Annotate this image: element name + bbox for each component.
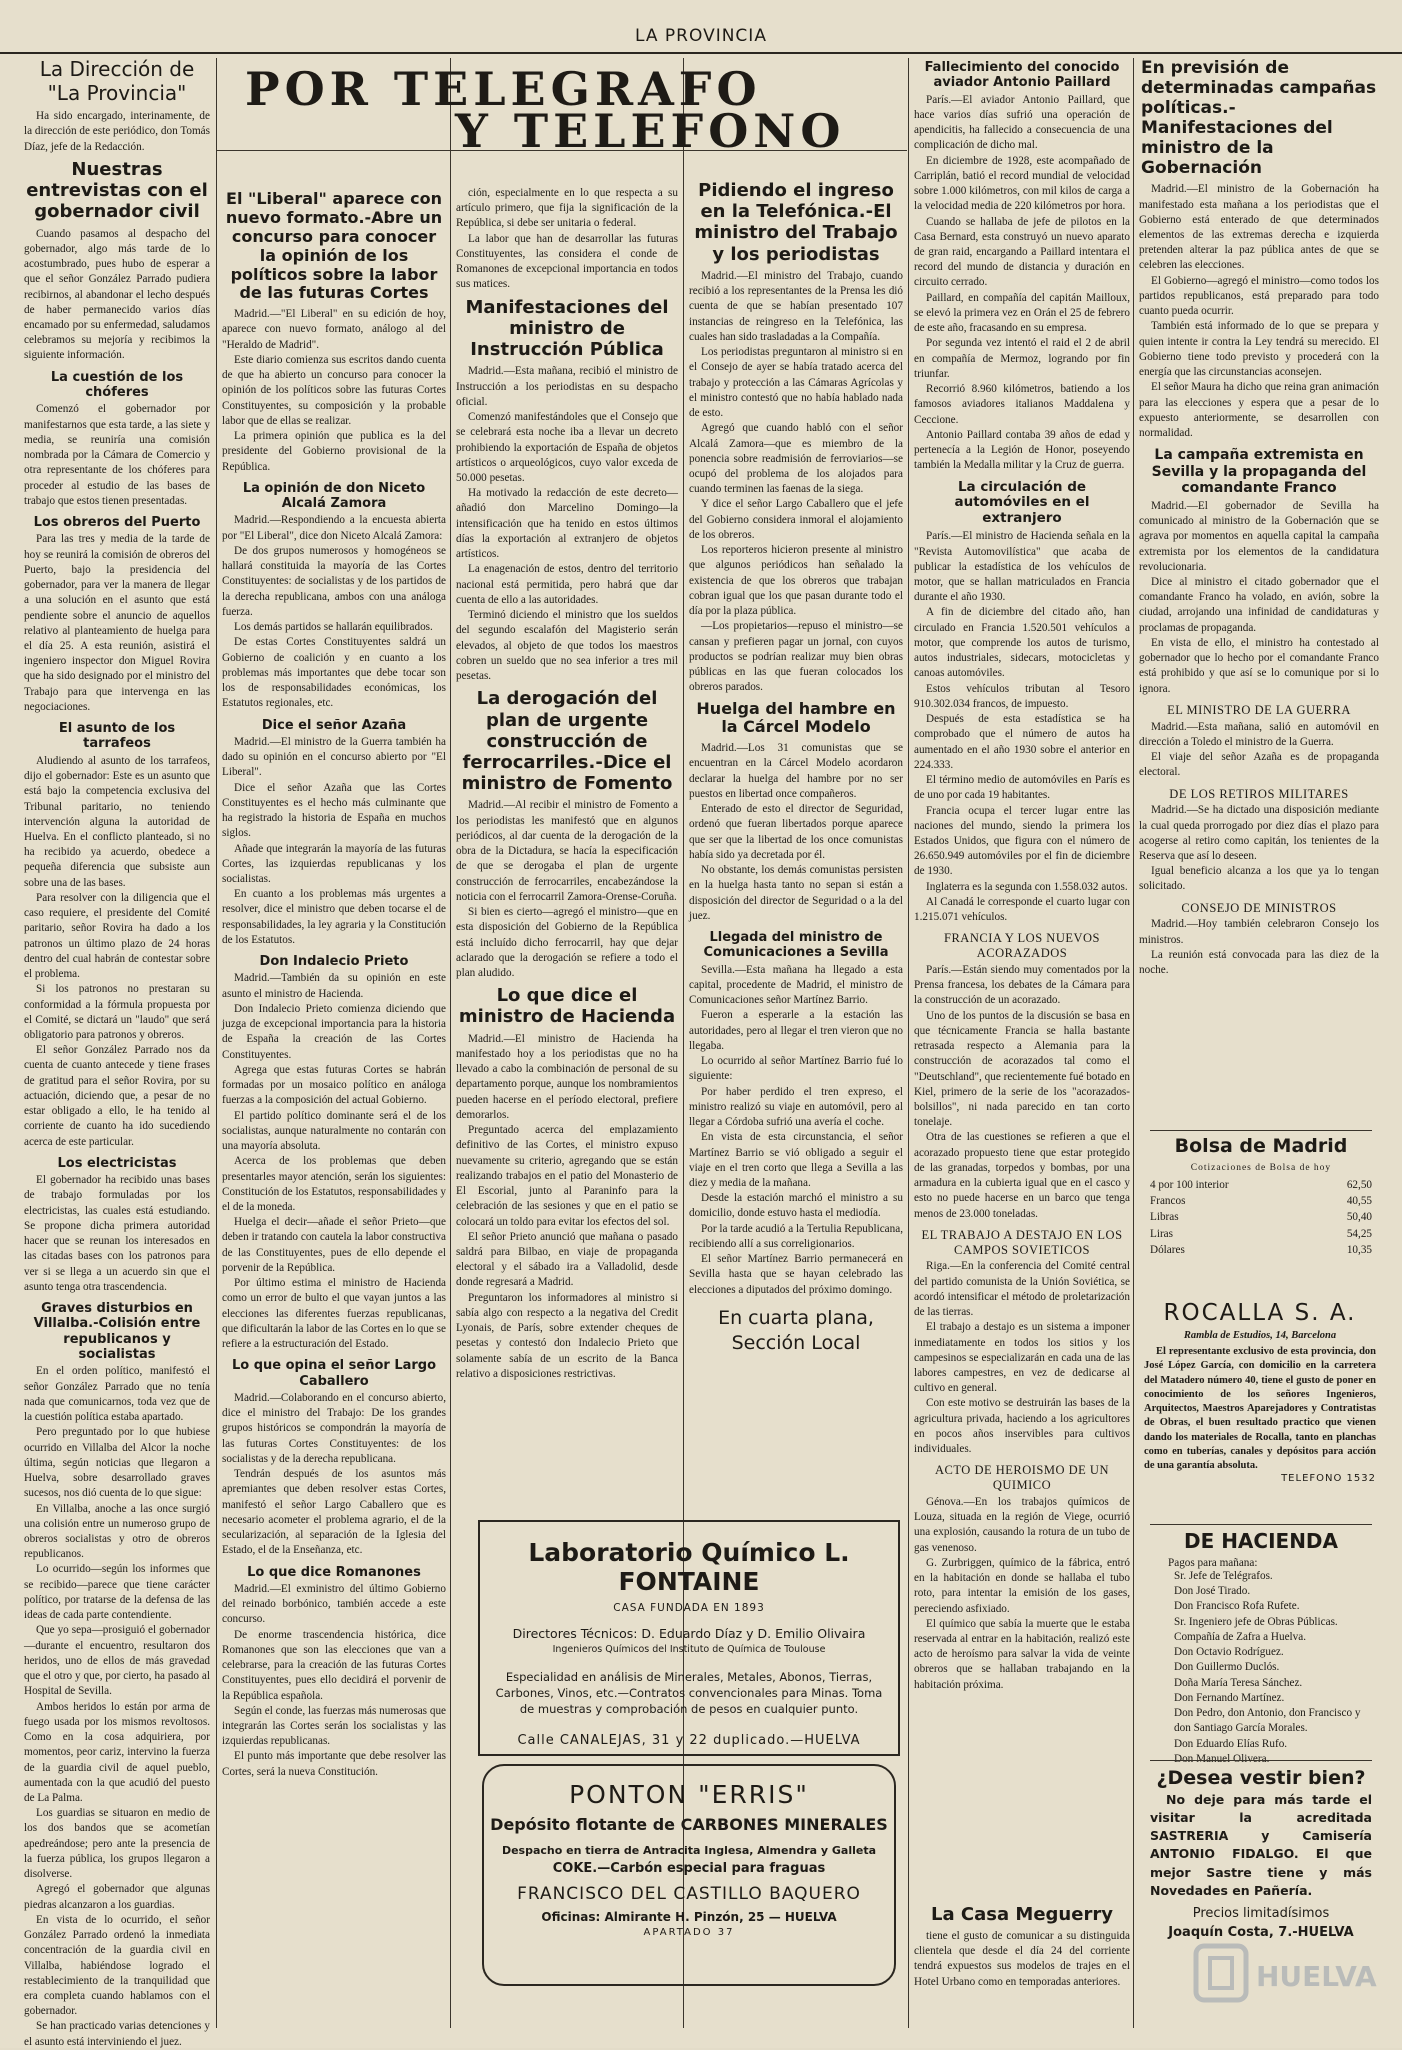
ad-title: PONTON "ERRIS" xyxy=(569,1780,809,1809)
stamp-text: HUELVA xyxy=(1256,1960,1377,1993)
hacienda-intro: Pagos para mañana: xyxy=(1168,1557,1258,1569)
paragraph: No obstante, los demás comunistas persisten en la huelga hasta tanto no sepan si están a disposición del director de Seguridad o a la del juez. xyxy=(689,864,903,922)
paragraph: El señor Martínez Barrio permanecerá en Sevilla hasta que se hayan celebrado las elecciones a diputados del próximo domingo. xyxy=(689,1253,903,1296)
headline: Pidiendo el ingreso en la Telefónica.-El ministro del Trabajo y los periodistas xyxy=(694,180,898,265)
headline: Graves disturbios en Villalba.-Colisión entre republicanos y socialistas xyxy=(33,1301,201,1363)
paragraph: Ambos heridos lo están por arma de fuego usada por los mismos revoltosos. Como en la cosa adquiriera, por momentos, peor cariz, intervino la fuerza de la guardia civil de aquel pueblo, aumentada con la que acudió del puesto de La Palma. xyxy=(24,1700,210,1804)
paragraph: Madrid.—También da su opinión en este asunto el ministro de Hacienda. xyxy=(222,972,446,1000)
bolsa-label: Liras xyxy=(1150,1227,1173,1240)
library-logo-icon xyxy=(1192,1938,1377,2008)
paragraph: Madrid.—Los 31 comunistas que se encuentran en la Cárcel Modelo acordaron declarar la huelga del hambre por no ser puestos en libertad once compañeros. xyxy=(689,742,903,800)
paragraph: El señor Maura ha dicho que reina gran animación para las elecciones y espera que a pesar de lo expuesto anteriormente, se desarrollen con normalidad. xyxy=(1139,381,1379,440)
paragraph: París.—El aviador Antonio Paillard, que hace varios días sufrió una operación de apendicitis, ha fallecido a consecuencia de una complicación de dicho mal. xyxy=(914,93,1130,152)
paragraph: En vista de esta circunstancia, el señor Martínez Barrio se vió obligado a seguir el viaje en el tren corto que llega a Sevilla a las diez y media de la mañana. xyxy=(689,1131,903,1189)
paragraph: Y dice el señor Largo Caballero que el jefe del Gobierno considera inmoral el alojamiento de los obreros. xyxy=(689,498,903,541)
hacienda-title: DE HACIENDA xyxy=(1183,1529,1339,1553)
bolsa-label: Libras xyxy=(1150,1211,1179,1224)
headline: El "Liberal" aparece con nuevo formato.-Abre un concurso para conocer la opinión de los políticos sobre la labor de las futuras Cortes xyxy=(225,189,443,303)
paragraph: Si los patronos no prestaran su conformidad a la fórmula propuesta por el Comité, se dictará un "laudo" que será obligatorio para patronos y obreros. xyxy=(24,983,210,1042)
paragraph: El partido político dominante será el de los socialistas, aunque naturalmente no contarán con una mayoría absoluta. xyxy=(222,1109,446,1153)
paragraph: Con este motivo se destruirán las bases de la agricultura privada, haciendo a los agricultores en pocos años inservibles para cultivos individuales. xyxy=(914,1397,1130,1456)
column-rule xyxy=(450,58,451,2028)
ad-specialty: Especialidad en análisis de Minerales, Metales, Abonos, Tierras, Carbones, Vinos, etc.—Contratos convencionales para Minas. Toma de muestras y comprobación de pesos en cualquier punto. xyxy=(495,1670,883,1717)
paragraph: El término medio de automóviles en París es de uno por cada 19 habitantes. xyxy=(914,774,1130,802)
ad-rocalla xyxy=(1144,1300,1376,1522)
paragraph: Dice el señor Azaña que las Cortes Constituyentes es el hecho más culminante que ha registrado la historia de España en muchos siglos. xyxy=(222,781,446,840)
paragraph: París.—El ministro de Hacienda señala en la "Revista Automovilística" que acaba de publicar la estadística de los vehículos de motor, que se hallan matriculados en Francia durante el año 1930. xyxy=(914,530,1130,604)
column-rule xyxy=(1133,58,1134,2028)
ad-subtitle: Depósito flotante de CARBONES MINERALES xyxy=(490,1815,888,1834)
paragraph: Terminó diciendo el ministro que los sueldos del segundo escalafón del Magisterio serán elevados, al objeto de que todos los maestros cobren un sueldo que no sea inferior a tres mil pesetas. xyxy=(456,609,678,683)
paragraph: Génova.—En los trabajos químicos de Louza, situada en la región de Viege, ocurrió una explosión, causando la rotura de un tubo de gas venenoso. xyxy=(914,1495,1130,1554)
paragraph: Agregó que cuando habló con el señor Alcalá Zamora—que es miembro de la ponencia sobre readmisión de ferroviarios—se ocupó del problema de los alojados para cuando terminen las faenas de la siega. xyxy=(689,422,903,496)
paragraph: Madrid.—El exministro del último Gobierno del reinado borbónico, también accede a este concurso. xyxy=(222,1582,446,1626)
column-6 xyxy=(1139,54,1379,1148)
paragraph: Aludiendo al asunto de los tarrafeos, dijo el gobernador: Este es un asunto que está bajo la competencia exclusiva del Tribunal paritario, no teniendo intervención alguna la autoridad de Huelva. En el conflicto planteado, si no ha recibido ya acuerdo, obedece a pequeña diferencia que subsiste aun sobre una de las bases. xyxy=(24,754,210,889)
paragraph: El gobernador ha recibido unas bases de trabajo formuladas por los electricistas, las cuales está estudiando. Se propone dicha primera autoridad hacer que se reunan los interesados en las citadas bases con los patronos para ver si se llega a un acuerdo sin que el asunto tenga otra trascendencia. xyxy=(24,1174,210,1293)
paragraph: Después de esta estadística se ha comprobado que el número de autos ha aumentado en el año 1930 sobre el anterior en 224.333. xyxy=(914,713,1130,771)
paragraph: Otra de las cuestiones se refieren a que el acorazado propuesto tiene que estar protegido de las granadas, torpedos y bombas, por una armadura en la cubierta igual que en el casco y esto no puede hacerse en un barco que tenga menos de 23.000 toneladas. xyxy=(914,1131,1130,1220)
paragraph: Dice al ministro el citado gobernador que el comandante Franco ha volado, en avión, sobre la ciudad, arrojando una infinidad de candidaturas y proclamas de propaganda. xyxy=(1139,575,1379,634)
subheading: FRANCIA Y LOS NUEVOS ACORAZADOS xyxy=(944,931,1100,961)
headline: La circulación de automóviles en el extranjero xyxy=(954,478,1090,527)
archive-stamp xyxy=(1192,1938,1377,2008)
paragraph: El químico que sabía la muerte que le estaba reservada al entrar en la habitación, realizó este acto de heroísmo para salvar la vida de veinte obreros que se hallaban trabajando en la habitación próxima. xyxy=(914,1617,1130,1691)
column-rule xyxy=(216,58,217,2028)
paragraph: Lo ocurrido—según los informes que se recibido—parece que tiene carácter político, por tratarse de la defensa de las ideas de cada parte contendiente. xyxy=(24,1563,210,1622)
subheading: EL MINISTRO DE LA GUERRA xyxy=(1167,702,1351,717)
paragraph: Para las tres y media de la tarde de hoy se reunirá la comisión de obreros del Puerto, bajo la presidencia del gobernador, para ver la manera de llegar a una solución en el asunto que está pendiente sobre el anuncio de aquellos relativo al planteamiento de huelga para el día 25. A esta reunión, asistirá el ingeniero inspector don Miguel Rovira que ha sido designado por el ministro del Trabajo para que intervenga en las negociaciones. xyxy=(24,533,210,713)
paragraph: Por haber perdido el tren expreso, el ministro realizó su viaje en automóvil, pero al llegar a Córdoba sufrió una avería el coche. xyxy=(689,1085,903,1129)
hacienda-item: Doña María Teresa Sánchez. xyxy=(1174,1676,1303,1689)
paragraph: Madrid.—Esta mañana, recibió el ministro de Instrucción a los periodistas en su despacho oficial. xyxy=(456,365,678,408)
subheading: Don Indalecio Prieto xyxy=(259,954,409,970)
paragraph: Según el conde, las fuerzas más numerosas que integrarán las Cortes serán los socialistas y las izquierdas republicanas. xyxy=(222,1704,446,1748)
subheading: La opinión de don Niceto Alcalá Zamora xyxy=(242,480,426,512)
paragraph: Madrid.—Esta mañana, salió en automóvil en dirección a Toledo el ministro de la Guerra. xyxy=(1139,720,1379,748)
masthead xyxy=(0,0,1402,54)
ad-directors: Directores Técnicos: D. Eduardo Díaz y D. Emilio Olivaira xyxy=(512,1626,866,1641)
paragraph: Preguntado acerca del emplazamiento definitivo de las Cortes, el ministro expuso nuevamente su criterio, agregando que se están realizando trabajos en el patio del Monasterio de El Escorial, junto al Paraninfo para la celebración de las sesiones y que en el patio se colocará un toldo para evitar los efectos del sol. xyxy=(456,1124,678,1228)
subheading: ACTO DE HEROISMO DE UN QUIMICO xyxy=(935,1463,1109,1493)
hacienda-item: Don Eduardo Elías Rufo. xyxy=(1174,1737,1288,1750)
ad-title: Laboratorio Químico L. FONTAINE xyxy=(528,1538,850,1596)
paragraph: En el orden político, manifestó el señor González Parrado que no tenía nada que comunicarnos, toda vez que de la cuestión política estaba apartado. xyxy=(24,1365,210,1424)
headline: Lo que dice el ministro de Hacienda xyxy=(458,985,676,1028)
headline: Nuestras entrevistas con el gobernador civil xyxy=(26,158,208,223)
paragraph: Fueron a esperarle a la estación las autoridades, pero al llegar el tren vieron que no llegaba. xyxy=(689,1009,903,1052)
paragraph: Este diario comienza sus escritos dando cuenta de que ha abierto un concurso para conocer la opinión de los políticos sobre las futuras Cortes Constituyentes, su composición y la probable labor que de ellas se realizar. xyxy=(222,353,446,427)
bolsa-label: Dólares xyxy=(1150,1243,1185,1256)
hacienda-item: Don Octavio Rodríguez. xyxy=(1174,1646,1284,1659)
paragraph: La enagenación de estos, dentro del territorio nacional está permitida, pero habrá que dar cuenta de ello a las autoridades. xyxy=(456,563,678,606)
paragraph: En vista de lo ocurrido, el señor González Parrado ordenó la inmediata concentración de la guardia civil en Villalba, habiéndose logrado el restablecimiento de la tranquilidad que era completa cuando hablamos con el gobernador. xyxy=(24,1913,210,2018)
paragraph: La reunión está convocada para las diez de la noche. xyxy=(1139,948,1379,977)
hacienda-item: Don Francisco Rofa Rufete. xyxy=(1174,1600,1300,1613)
ad-fontaine xyxy=(478,1520,900,1756)
headline: La Dirección de "La Provincia" xyxy=(39,57,195,105)
hacienda-list xyxy=(1150,1569,1372,1767)
paragraph: Para resolver con la diligencia que el caso requiere, el presidente del Comité paritario, señor Rovira ha dado a los patronos un último plazo de 24 horas dentro del cual habrán de contestar sobre el problema. xyxy=(24,891,210,981)
ad-box: APARTADO 37 xyxy=(643,1927,735,1938)
paragraph: Madrid.—El gobernador de Sevilla ha comunicado al ministro de la Gobernación que se agrava por momentos en aquella capital la campaña extremista por los elementos de la candidatura revolucionaria. xyxy=(1139,499,1379,573)
paragraph: Estos vehículos tributan al Tesoro 910.302.034 francos, de impuesto. xyxy=(914,682,1130,710)
hacienda-item: Sr. Jefe de Telégrafos. xyxy=(1174,1570,1273,1582)
paragraph: A fin de diciembre del citado año, han circulado en Francia 1.520.501 vehículos a motor, que comprende los autos de turismo, autos industriales, sidecars, motocicletas y canoas automóviles. xyxy=(914,606,1130,680)
section-banner xyxy=(217,58,907,158)
paragraph: En cuanto a los problemas más urgentes a resolver, dice el ministro que deben tocarse el de responsabilidades, la ley agraria y la Constitución de los Estatutos. xyxy=(222,888,446,946)
bolsa-value: 10,35 xyxy=(1346,1243,1372,1256)
paragraph: Por segunda vez intentó el raid el 2 de abril en compañía de Mermoz, logrando por fin triunfar. xyxy=(914,337,1130,380)
paragraph: Madrid.—El ministro de Hacienda ha manifestado hoy a los periodistas que no ha llevado a cabo la combinación de personal de su departamento porque, aunque los nombramientos pueden hacerse en el período electoral, prefiere demorarlos. xyxy=(456,1032,678,1121)
paragraph: Los demás partidos se hallarán equilibrados. xyxy=(234,621,433,634)
hacienda-item: Don José Tirado. xyxy=(1174,1585,1251,1598)
subheading: CONSEJO DE MINISTROS xyxy=(1181,900,1337,915)
paragraph: La labor que han de desarrollar las futuras Constituyentes, las considera el conde de Romanones de excepcional importancia en todos sus matices. xyxy=(456,232,678,291)
paragraph: Huelga el decir—añade el señor Prieto—que deben ir tratando con cautela la labor constructiva de las Constituyentes, pues de ello depende el porvenir de la República. xyxy=(222,1216,446,1274)
bolsa-row xyxy=(1150,1177,1372,1193)
paragraph: Paillard, en compañía del capitán Mailloux, se elevó la primera vez en Orán el 25 de febrero de este año, fracasando en su empresa. xyxy=(914,291,1130,335)
paragraph: Ha sido encargado, interinamente, de la dirección de este periódico, don Tomás Díaz, jefe de la Redacción. xyxy=(24,110,210,153)
ad-title: ¿Desea vestir bien? xyxy=(1156,1767,1366,1789)
column-1 xyxy=(24,54,210,2048)
bolsa-row xyxy=(1150,1242,1372,1258)
headline: Manifestaciones del ministro de Instrucción Pública xyxy=(465,296,669,361)
ad-founded: CASA FUNDADA EN 1893 xyxy=(613,1602,765,1614)
paragraph: Agregó el gobernador que algunas piedras alcanzaron a los guardias. xyxy=(24,1883,210,1911)
ad-title: La Casa Meguerry xyxy=(931,1904,1113,1925)
paragraph: Que yo sepa—prosiguió el gobernador—durante el encuentro, resultaron dos heridos, uno de ellos de más gravedad que el otro y que, por cierto, ha pasado al Hospital de Sevilla. xyxy=(24,1624,210,1698)
column-4 xyxy=(689,176,903,1508)
paragraph: Igual beneficio alcanza a los que ya lo tengan solicitado. xyxy=(1139,865,1379,893)
paragraph: Madrid.—Hoy también celebraron Consejo los ministros. xyxy=(1139,918,1379,946)
hacienda-item: Don Pedro, don Antonio, don Francisco y don Santiago García Morales. xyxy=(1174,1707,1361,1735)
subheading: Dice el señor Azaña xyxy=(261,717,407,733)
paragraph: Los reporteros hicieron presente al ministro que algunos periódicos han señalado la existencia de que los obreros que trabajan cobran igual que los que pasan durante todo el día por la plaza pública. xyxy=(689,544,903,618)
paragraph: Comenzó el gobernador por manifestarnos que esta tarde, a las siete y media, se reuniría una comisión nombrada por la Cámara de Comercio y otra representante de los chóferes para proceder al estudio de las bases de trabajo que estos tienen presentadas. xyxy=(24,403,210,507)
ad-address: Oficinas: Almirante H. Pinzón, 25 — HUELVA xyxy=(541,1910,837,1924)
paragraph: El Gobierno—agregó el ministro—como todos los partidos republicanos, está preparado para todo cuanto pueda ocurrir. xyxy=(1139,274,1379,318)
subheading: Lo que opina el señor Largo Caballero xyxy=(231,1358,437,1389)
paragraph: Se han practicado varias detenciones y el asunto está interviniendo el juez. xyxy=(24,2020,210,2048)
hacienda-item: Don Fernando Martínez. xyxy=(1174,1691,1285,1704)
masthead-title: LA PROVINCIA xyxy=(635,26,767,46)
hacienda-item: Sr. Ingeniero jefe de Obras Públicas. xyxy=(1174,1615,1338,1628)
paragraph: El trabajo a destajo es un sistema a imponer inmediatamente en todos los sitios y los campesinos se especializarán en cada una de las labores campestres, en vez de dedicarse al cultivo en general. xyxy=(914,1321,1130,1395)
ad-text: El representante exclusivo de esta provincia, don José López García, con domicilio en la carretera del Matadero número 40, tiene el gusto de poner en conocimiento de los señores Ingenieros, Arquitectos, Maestros Aparejadores y Contratistas de Obras, el buen resultado practico que vienen dando los materiales de Rocalla, tanto en planchas como en tuberías, canales y depósitos para acción de una garantía absoluta. xyxy=(1144,1346,1376,1472)
hacienda-item: Don Manuel Olivera. xyxy=(1174,1752,1270,1765)
paragraph: Comenzó manifestándoles que el Consejo que se celebrará esta noche iba a llevar un decreto prohibiendo la exportación de España de objetos artísticos o arqueológicos, cuyo valor exceda de 50.000 pesetas. xyxy=(456,411,678,484)
paragraph: De dos grupos numerosos y homogéneos se hallará constituida la mayoría de las Cortes Constituyentes: de socialistas y de los partidos de la derecha republicana, ambos con una análoga fuerza. xyxy=(222,544,446,618)
ad-meguerry xyxy=(914,1900,1130,2030)
bolsa-value: 54,25 xyxy=(1346,1227,1372,1240)
ad-phone: TELEFONO 1532 xyxy=(1281,1473,1376,1485)
paragraph: En vista de ello, el ministro ha contestado al gobernador que lo hecho por el comandante Franco está prohibido y que así se lo comunique por si lo ignora. xyxy=(1139,636,1379,695)
paragraph: Tendrán después de los asuntos más apremiantes que deben resolver estas Cortes, manifestó el señor Largo Caballero que es necesario acometer el problema agrario, el de la secularización, al separación de la Iglesia del Estado, el de la Enseñanza, etc. xyxy=(222,1468,446,1557)
subheading: DE LOS RETIROS MILITARES xyxy=(1169,786,1349,801)
hacienda-item: Don Guillermo Duclós. xyxy=(1174,1661,1280,1674)
bolsa-value: 50,40 xyxy=(1346,1211,1372,1224)
paragraph: Francia ocupa el tercer lugar entre las naciones del mundo, siendo la primera los Estados Unidos, que figura con el número de 26.650.949 automóviles por el fin de diciembre de 1930. xyxy=(914,804,1130,878)
bolsa-value: 62,50 xyxy=(1346,1179,1372,1191)
ad-address: Rambla de Estudios, 14, Barcelona xyxy=(1183,1330,1337,1341)
paragraph: Uno de los puntos de la discusión se basa en que técnicamente Francia se halla bastante retrasada respecto a Alemania para la construcción de acorazados tal como el "Deutschland", que recientemente fué botado en Kiel, primero de la serie de los "acorazados-bolsillos", ni nada parecido en tan corto tonelaje. xyxy=(914,1009,1131,1129)
bolsa-de-madrid xyxy=(1150,1130,1372,1290)
paragraph: Los periodistas preguntaron al ministro si en el Consejo de ayer se había tratado acerca del trabajo y protección a las Cámaras Agrícolas y el ministro contestó que no había hablado nada de esto. xyxy=(689,346,903,420)
paragraph: Sevilla.—Esta mañana ha llegado a esta capital, procedente de Madrid, el ministro de Comunicaciones señor Martínez Barrio. xyxy=(689,963,903,1007)
ad-line-2: COKE.—Carbón especial para fraguas xyxy=(552,1861,826,1876)
paragraph: París.—Están siendo muy comentados por la Prensa francesa, los debates de la Cámara para la construcción de un acorazado. xyxy=(914,963,1130,1007)
paragraph: El punto más importante que debe resolver las Cortes, será la nueva Constitución. xyxy=(222,1750,446,1778)
paragraph: Acerca de los problemas que deben presentarles mayor atención, serán los siguientes: Constitución de los Estatutos, responsabilidades y el de la moneda. xyxy=(222,1155,446,1213)
subheading: EL TRABAJO A DESTAJO EN LOS CAMPOS SOVIETICOS xyxy=(921,1227,1123,1257)
subheading: La cuestión de los chóferes xyxy=(50,369,184,401)
paragraph: El señor Prieto anunció que mañana o pasado saldrá para Bilbao, en viaje de propaganda electoral y el sábado ira a Valladolid, desde donde regresará a Madrid. xyxy=(456,1230,678,1289)
paragraph: Cuando se hallaba de jefe de pilotos en la Casa Bernard, esta construyó un nuevo aparato de gran raid, encargando a Paillard intentara el record del mundo de distancia y duración en circuito cerrado. xyxy=(914,215,1130,289)
ad-line-1: Despacho en tierra de Antracita Inglesa, Almendra y Galleta xyxy=(501,1844,877,1857)
paragraph: Lo ocurrido al señor Martínez Barrio fué lo siguiente: xyxy=(689,1055,903,1083)
paragraph: —Los propietarios—repuso el ministro—se cansan y prefieren pagar un jornal, con cuyos productos se podrían realizar muy bien obras públicas en las que fueran colocados los obreros parados. xyxy=(689,620,903,694)
paragraph: Añade que integrarán la mayoría de las futuras Cortes, las izquierdas republicanas y los socialistas. xyxy=(222,842,446,885)
bolsa-row xyxy=(1150,1209,1372,1225)
ad-engineers: Ingenieros Químicos del Instituto de Química de Toulouse xyxy=(552,1644,826,1655)
paragraph: El señor González Parrado nos da cuenta de cuanto antecede y tiene frases de gratitud para el señor Rovira, por su actuación, diciendo que, a pesar de no estar obligado a ello, le ha tenido al corriente de cuanto ha ido sucediendo acerca de este particular. xyxy=(24,1044,210,1148)
headline: La campaña extremista en Sevilla y la propaganda del comandante Franco xyxy=(1151,447,1367,497)
subheading: Lo que dice Romanones xyxy=(247,1564,421,1580)
paragraph: Madrid.—Respondiendo a la encuesta abierta por "El Liberal", dice don Niceto Alcalá Zamora: xyxy=(222,514,446,542)
subheading: Los electricistas xyxy=(57,1155,177,1171)
paragraph: De enorme trascendencia histórica, dice Romanones que son las elecciones que van a celebrarse, para la creación de las futuras Cortes Constituyentes, pues ello decidirá el porvenir de la República española. xyxy=(222,1628,446,1702)
headline: En previsión de determinadas campañas políticas.-Manifestaciones del ministro de la Gobernación xyxy=(1141,58,1377,179)
paragraph: Madrid.—El ministro del Trabajo, cuando recibió a los representantes de la Prensa les dió cuenta de que se habían presentado 107 instancias de reingreso en la Telefónica, las cuales han sido trasladadas a la Compañía. xyxy=(689,269,903,343)
paragraph: Don Indalecio Prieto comienza diciendo que juzga de excepcional importancia para la historia de España la creación de las Cortes Constituyentes. xyxy=(222,1002,446,1061)
subheading: Los obreros del Puerto xyxy=(33,515,201,530)
paragraph: Cuando pasamos al despacho del gobernador, algo más tarde de lo acostumbrado, pues hubo de esperar a que el señor González Parrado pudiera recibirnos, al abandonar el lecho después de haber permanecido varios días encamado por su enfermedad, saludamos celebramos su mejoría y recibimos la siguiente información. xyxy=(24,227,210,362)
bolsa-table xyxy=(1150,1177,1372,1258)
ad-owner: FRANCISCO DEL CASTILLO BAQUERO xyxy=(517,1884,861,1904)
paragraph: El viaje del señor Azaña es de propaganda electoral. xyxy=(1139,751,1379,779)
bolsa-row xyxy=(1150,1193,1372,1209)
paragraph: Por último estima el ministro de Hacienda como un error de bulto el que vayan juntos a las elecciones las diferentes fuerzas republicanas, que dificultarán la labor de las Cortes en lo que se refiere a la estructuración del Estado. xyxy=(222,1277,446,1351)
ad-text: No deje para más tarde el visitar la acreditada SASTRERIA y Camisería ANTONIO FIDALGO. El que mejor Sastre tiene y más Novedades en Pañería. xyxy=(1150,1792,1372,1898)
paragraph: Recorrió 8.960 kilómetros, batiendo a los famosos aviadores italianos Maddalena y Ceccione. xyxy=(914,383,1130,426)
bolsa-value: 40,55 xyxy=(1346,1195,1372,1208)
de-hacienda xyxy=(1150,1524,1372,1765)
paragraph: Antonio Paillard contaba 39 años de edad y pertenecía a la Legión de Honor, poseyendo también la Medalla militar y la Cruz de guerra. xyxy=(914,428,1130,472)
banner-line-1: POR TELEGRAFO xyxy=(245,62,762,116)
paragraph: Si bien es cierto—agregó el ministro—que en esta disposición del Gobierno de la República está incluído dicho ferrocarril, hay que dejar aclarado que la derogación se refiere a todo el plan aludido. xyxy=(456,906,678,980)
paragraph: Madrid.—Se ha dictado una disposición mediante la cual queda prorrogado por diez días el plazo para acogerse al retiro como capitán, los tenientes de la Reserva que así lo deseen. xyxy=(1139,804,1379,862)
paragraph: Desde la estación marchó el ministro a su domicilio, donde estuvo hasta el mediodía. xyxy=(689,1192,903,1220)
paragraph: En Villalba, anoche a las once surgió una colisión entre un numeroso grupo de obreros socialistas y otro de obreros republicanos. xyxy=(24,1502,210,1561)
headline: La derogación del plan de urgente construcción de ferrocarriles.-Dice el ministro de Fomento xyxy=(461,688,673,795)
paragraph: G. Zurbriggen, químico de la fábrica, entró en la habitación en donde se hallaba el tubo roto, para intentar la emisión de los gases, pereciendo asfixiado. xyxy=(914,1556,1130,1615)
ad-text: tiene el gusto de comunicar a su distinguida clientela que desde el día 24 del corriente tendrá expuestos sus modelos de trajes en el Hotel Urbano como en temporadas anteriores. xyxy=(914,1930,1130,1988)
paragraph: Pero preguntado por lo que hubiese ocurrido en Villalba del Alcor la noche última, según noticias que llegaron a Huelva, sobre desarrollado graves sucesos, nos dió cuenta de lo que sigue: xyxy=(24,1426,210,1500)
paragraph: Preguntaron los informadores al ministro si sabía algo con respecto a la negativa del Credit Lyonais, de París, sobre extender cheques de pesetas y contestó don Indalecio Prieto que solamente sabía de un escrito de la Banca relativo a disposiciones restrictivas. xyxy=(456,1291,678,1380)
paragraph: Riga.—En la conferencia del Comité central del partido comunista de la Unión Soviética, se acordó intensificar el método de proletarización de las tierras. xyxy=(914,1260,1130,1319)
paragraph: Madrid.—Colaborando en el concurso abierto, dice el ministro del Trabajo: De los grandes grupos históricos se compondrán la mayoría de las futuras Cortes Constituyentes: de los socialistas y de la derecha republicana. xyxy=(222,1391,446,1465)
paragraph: También está informado de lo que se prepara y quien intente ir contra la Ley tendrá su merecido. El Gobierno tiene todo previsto y procederá con la energía que las circunstancias aconsejen. xyxy=(1139,320,1379,379)
headline: Fallecimiento del conocido aviador Antonio Paillard xyxy=(924,60,1120,91)
paragraph: Al Canadá le corresponde el cuarto lugar con 1.215.071 vehículos. xyxy=(914,895,1130,924)
bolsa-label: Francos xyxy=(1150,1195,1186,1208)
column-5 xyxy=(914,54,1130,1898)
subheading: Llegada del ministro de Comunicaciones a Sevilla xyxy=(703,930,889,961)
paragraph: La primera opinión que publica es la del presidente del Gobierno provisional de la República. xyxy=(222,430,446,473)
paragraph: Inglaterra es la segunda con 1.558.032 autos. xyxy=(926,880,1128,893)
ad-ponton-erris xyxy=(482,1764,896,1986)
paragraph: Por la tarde acudió a la Tertulia Republicana, recibiendo allí a sus correligionarios. xyxy=(689,1222,903,1250)
banner-line-2: Y TELEFONO xyxy=(455,104,846,158)
paragraph: Madrid.—El ministro de la Gobernación ha manifestado esta mañana a los periodistas que el Gobierno está enterado de que determinados elementos de las extremas derecha e izquierda pretenden alterar la paz pública antes de que se celebren las elecciones. xyxy=(1139,183,1379,272)
paragraph: Madrid.—"El Liberal" en su edición de hoy, aparece con nuevo formato, análogo al del "Heraldo de Madrid". xyxy=(222,308,446,351)
headline: Huelga del hambre en la Cárcel Modelo xyxy=(696,698,896,737)
paragraph: Madrid.—El ministro de la Guerra también ha dado su opinión en el concurso abierto por "El Liberal". xyxy=(222,735,446,779)
ad-address: Calle CANALEJAS, 31 y 22 duplicado.—HUELVA xyxy=(517,1733,861,1749)
bolsa-label: 4 por 100 interior xyxy=(1150,1179,1229,1191)
bolsa-title: Bolsa de Madrid xyxy=(1150,1130,1372,1157)
column-rule xyxy=(908,58,909,2028)
hacienda-item: Compañía de Zafra a Huelva. xyxy=(1174,1630,1307,1643)
paragraph: Los guardias se situaron en medio de los dos bandos que se acometían apedreándose; pero ante la presencia de la fuerza pública, los grupos llegaron a disolverse. xyxy=(24,1807,210,1881)
paragraph: Ha motivado la redacción de este decreto—añadió don Marcelino Domingo—la intensificación que ha tenido en estos últimos días la exportación al extranjero de objetos artísticos. xyxy=(456,487,678,561)
paragraph: ción, especialmente en lo que respecta a su artículo primero, que fija la significación de la República, si debe ser unitaria o federal. xyxy=(456,187,678,230)
subheading: El asunto de los tarrafeos xyxy=(58,721,176,752)
paragraph: En diciembre de 1928, este acompañado de Carriplán, batió el record mundial de velocidad sobre 1.000 kilómetros, con mil kilos de carga a la velocidad media de 220 kilómetros por hora. xyxy=(914,154,1130,213)
ad-title: ROCALLA S. A. xyxy=(1163,1300,1357,1326)
column-3 xyxy=(456,186,678,1508)
bolsa-subtitle: Cotizaciones de Bolsa de hoy xyxy=(1190,1163,1332,1173)
ad-prices: Precios limitadísimos xyxy=(1192,1905,1330,1921)
column-2 xyxy=(222,186,446,2034)
paragraph: Enterado de esto el director de Seguridad, ordenó que fueran libertados porque aparece que ser que la libertad de los once comunistas había sido ya decretada por él. xyxy=(689,803,903,861)
paragraph: Madrid.—Al recibir el ministro de Fomento a los periodistas les manifestó que en algunos periódicos, al dar cuenta de la derogación de la obra de la Dictadura, se hacía la especificación de que se derogaba el plan de urgente construcción de ferrocarriles, encabezándose la noticia con el ferrocarril Zamora-Orense-Coruña. xyxy=(456,799,678,903)
ad-address: Joaquín Costa, 7.-HUELVA xyxy=(1168,1924,1354,1940)
notice-cuarta-plana: En cuarta plana, Sección Local xyxy=(718,1306,874,1354)
bolsa-row xyxy=(1150,1226,1372,1242)
paragraph: Agrega que estas futuras Cortes se habrán formadas por un mosaico político en análoga fuerzas a la composición del actual Gobierno. xyxy=(222,1063,446,1107)
paragraph: De estas Cortes Constituyentes saldrá un Gobierno de coalición y en cuanto a los problemas más importantes que debe tocar son los de responsabilidades económicas, los Estatutos regionales, etc. xyxy=(222,636,446,710)
